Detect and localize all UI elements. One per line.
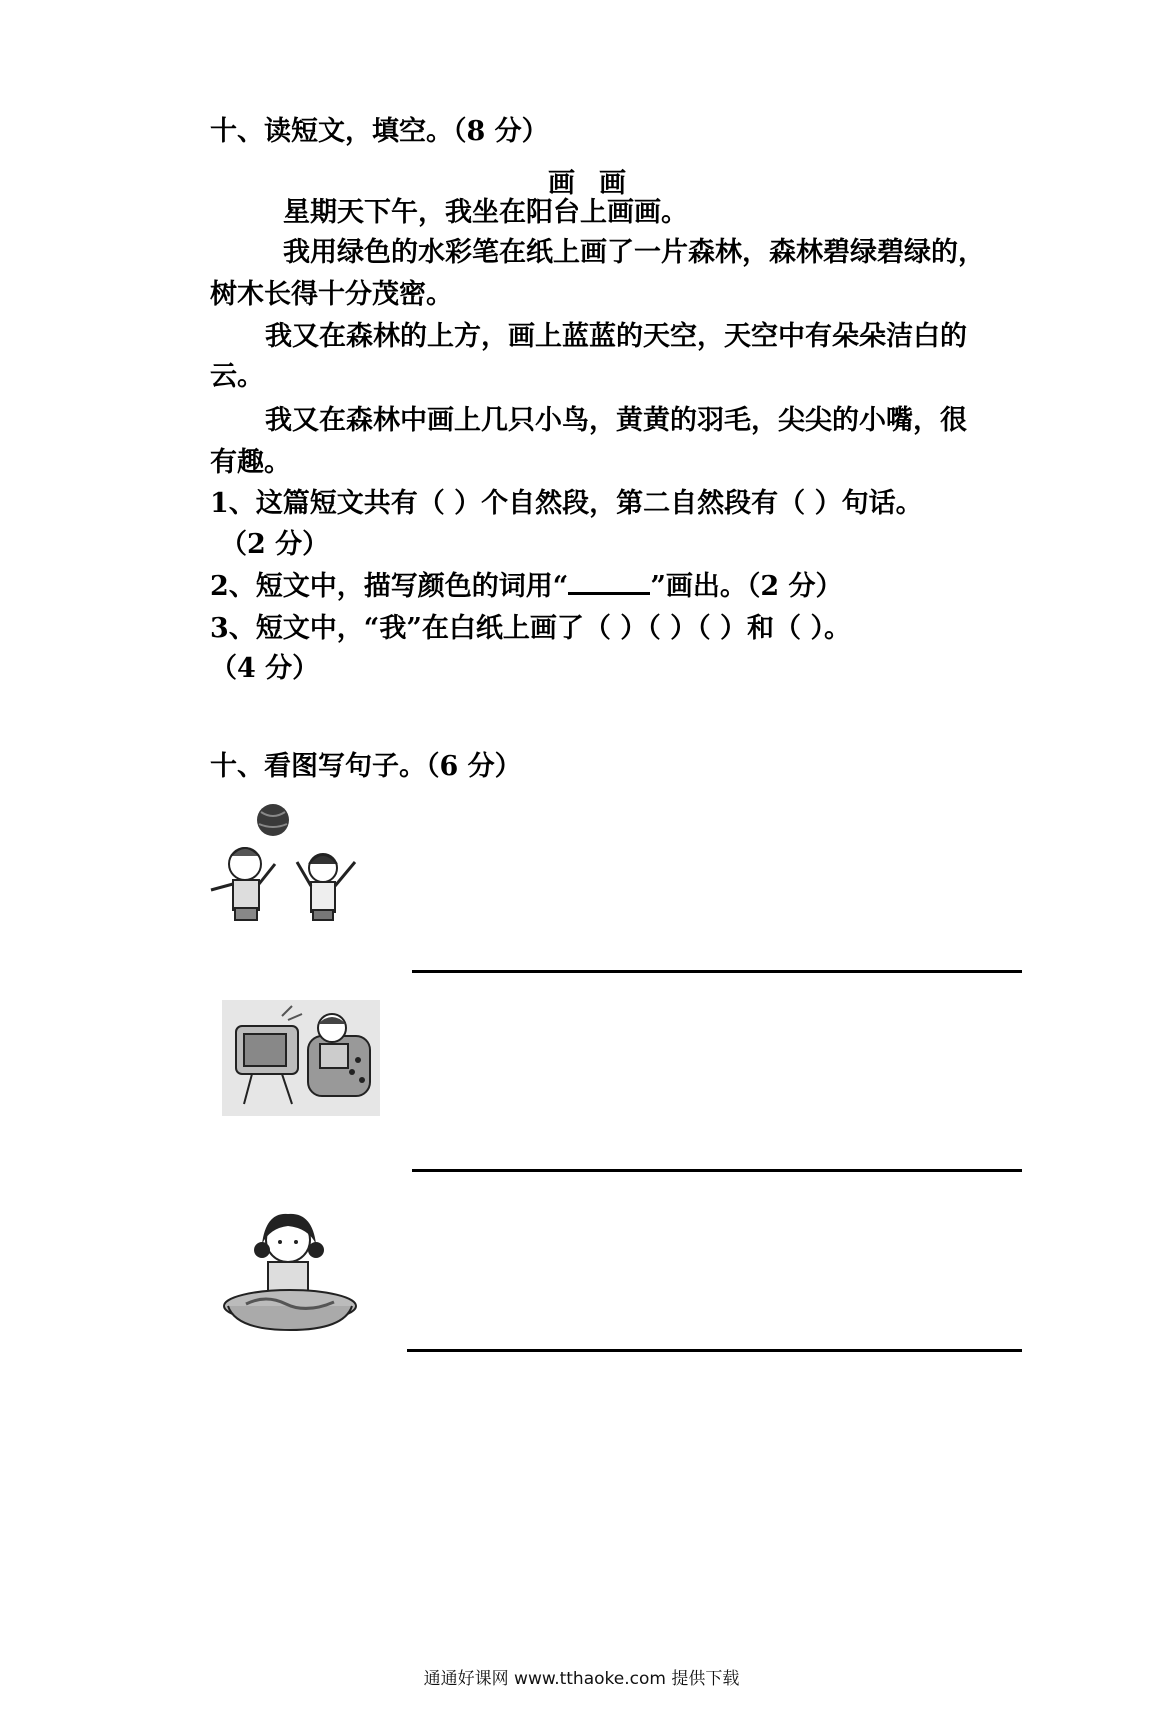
- children-playing-ball-icon: [205, 804, 365, 924]
- answer-line-1[interactable]: [412, 970, 1022, 973]
- passage-title: 画画: [548, 168, 650, 199]
- question-2: [210, 570, 843, 604]
- underline-sample: [568, 570, 650, 595]
- passage-paragraph-2-line-1: 我用绿色的水彩笔在纸上画了一片森林，森林碧绿碧绿的，: [283, 237, 985, 268]
- question-3-line-2: （4 分）: [210, 653, 320, 684]
- passage-paragraph-3-line-1: 我又在森林的上方，画上蓝蓝的天空，天空中有朵朵洁白的: [265, 321, 967, 352]
- passage-paragraph-2-line-2: 树木长得十分茂密。: [210, 279, 453, 310]
- passage-paragraph-4-line-1: 我又在森林中画上几只小鸟，黄黄的羽毛，尖尖的小嘴，很: [265, 405, 967, 436]
- passage-paragraph-1: 星期天下午，我坐在阳台上画画。: [283, 197, 688, 228]
- footer-source: 通通好课网 www.tthaoke.com 提供下载: [423, 1669, 740, 1689]
- question-1-line-1: 1、这篇短文共有（ ）个自然段，第二自然段有（ ）句话。: [210, 488, 923, 519]
- question-1-line-2: （2 分）: [220, 529, 330, 560]
- passage-paragraph-4-line-2: 有趣。: [210, 447, 291, 478]
- child-watching-tv-icon: [222, 1000, 380, 1116]
- answer-line-2[interactable]: [412, 1169, 1022, 1172]
- question-2-text-before: 2、短文中，描写颜色的词用“: [210, 571, 569, 602]
- section-heading-picture-writing: 十、看图写句子。（6 分）: [210, 751, 522, 782]
- question-3-line-1: 3、短文中，“我”在白纸上画了（ ）（ ）（ ）和（ ）。: [210, 613, 851, 644]
- question-2-text-after: ”画出。（2 分）: [650, 571, 843, 602]
- passage-paragraph-3-line-2: 云。: [210, 361, 264, 392]
- girl-washing-clothes-icon: [216, 1206, 366, 1334]
- answer-line-3[interactable]: [407, 1349, 1022, 1352]
- section-heading-reading: 十、读短文，填空。（8 分）: [210, 116, 549, 147]
